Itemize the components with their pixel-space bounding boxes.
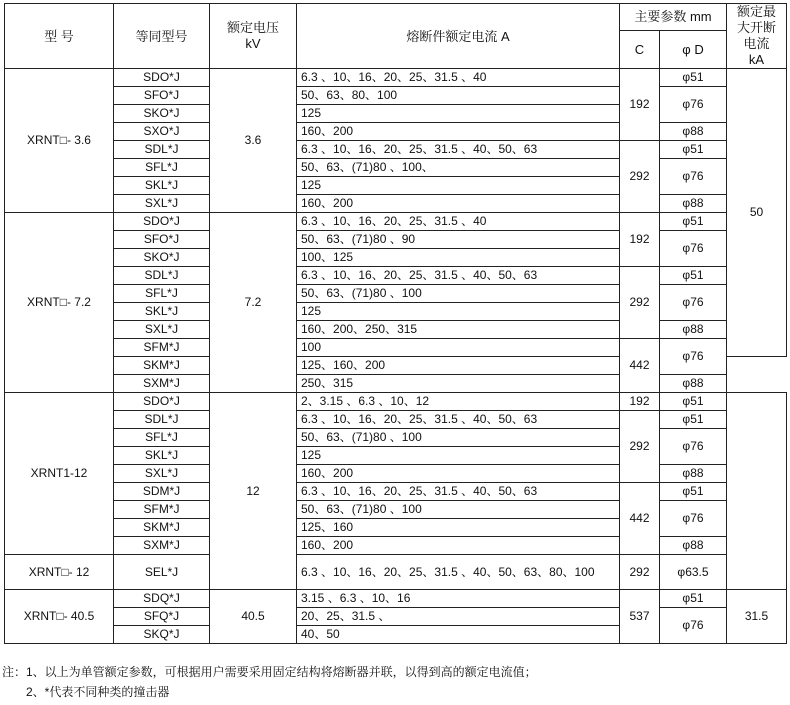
current-cell: 125、160 (297, 519, 620, 537)
header-voltage (210, 4, 297, 69)
footnote-1: 注：1、以上为单管额定参数，可根据用户需要采用固定结构将熔断器并联，以得到高的额定电流值； (2, 665, 537, 679)
param-d-cell: φ51 (660, 483, 727, 501)
current-cell: 125 (297, 177, 620, 195)
fuse-spec-table (4, 3, 787, 644)
header-current: 熔断件额定电流 A (297, 4, 620, 69)
equiv-cell: SKM*J (114, 519, 210, 537)
param-d-cell: φ88 (660, 321, 727, 339)
equiv-cell: SDO*J (114, 393, 210, 411)
header-breaking (727, 4, 787, 69)
current-cell: 100 (297, 339, 620, 357)
equiv-cell: SFM*J (114, 501, 210, 519)
current-cell: 50、63、(71)80 、100 (297, 429, 620, 447)
model-cell: XRNT□- 12 (5, 555, 114, 590)
header-breaking-label: 额定最大开断电流 (736, 4, 776, 51)
equiv-cell: SXL*J (114, 195, 210, 213)
equiv-cell: SXO*J (114, 123, 210, 141)
param-d-cell: φ51 (660, 590, 727, 608)
param-d-cell: φ63.5 (660, 555, 727, 590)
current-cell: 6.3 、10、16、20、25、31.5 、40、50、63、80、100 (297, 555, 620, 590)
current-cell: 160、200、250、315 (297, 321, 620, 339)
header-model: 型 号 (5, 4, 114, 69)
param-d-cell: φ88 (660, 537, 727, 555)
equiv-cell: SXL*J (114, 321, 210, 339)
current-cell: 40、50 (297, 626, 620, 644)
param-d-cell: φ88 (660, 375, 727, 393)
param-c-cell: 192 (620, 213, 660, 267)
equiv-cell: SKO*J (114, 249, 210, 267)
current-cell: 160、200 (297, 537, 620, 555)
current-cell: 250、315 (297, 375, 620, 393)
voltage-cell: 40.5 (210, 590, 297, 644)
equiv-cell: SXM*J (114, 537, 210, 555)
header-breaking-unit: kA (748, 52, 765, 67)
model-cell: XRNT□- 40.5 (5, 590, 114, 644)
param-d-cell: φ76 (660, 608, 727, 644)
param-d-cell: φ88 (660, 123, 727, 141)
param-d-cell: φ76 (660, 159, 727, 195)
current-cell: 50、63、(71)80 、100 (297, 501, 620, 519)
param-c-cell: 537 (620, 590, 660, 644)
param-d-cell: φ76 (660, 285, 727, 321)
current-cell: 50、63、(71)80 、100 (297, 285, 620, 303)
breaking-cell-empty (727, 393, 787, 590)
breaking-cell: 50 (727, 69, 787, 357)
header-voltage-unit: kV (245, 36, 261, 51)
footnotes (2, 662, 537, 702)
equiv-cell: SKM*J (114, 357, 210, 375)
current-cell: 6.3 、10、16、20、25、31.5 、40 (297, 69, 620, 87)
equiv-cell: SFO*J (114, 87, 210, 105)
current-cell: 6.3 、10、16、20、25、31.5 、40、50、63 (297, 267, 620, 285)
breaking-cell: 31.5 (727, 590, 787, 644)
param-c-cell: 292 (620, 411, 660, 483)
current-cell: 160、200 (297, 123, 620, 141)
header-param-c: C (620, 31, 660, 69)
current-cell: 100、125 (297, 249, 620, 267)
current-cell: 50、63、80、100 (297, 87, 620, 105)
equiv-cell: SKL*J (114, 303, 210, 321)
equiv-cell: SKL*J (114, 177, 210, 195)
current-cell: 6.3 、10、16、20、25、31.5 、40、50、63 (297, 411, 620, 429)
voltage-cell: 3.6 (210, 69, 297, 213)
param-c-cell: 292 (620, 141, 660, 213)
current-cell: 125 (297, 447, 620, 465)
model-cell: XRNT1-12 (5, 393, 114, 555)
current-cell: 20、25、31.5 、 (297, 608, 620, 626)
param-d-cell: φ51 (660, 213, 727, 231)
equiv-cell: SDM*J (114, 483, 210, 501)
model-cell: XRNT□- 3.6 (5, 69, 114, 213)
equiv-cell: SKO*J (114, 105, 210, 123)
param-c-cell: 442 (620, 339, 660, 393)
current-cell: 125、160、200 (297, 357, 620, 375)
header-equiv: 等同型号 (114, 4, 210, 69)
param-d-cell: φ76 (660, 87, 727, 123)
equiv-cell: SKQ*J (114, 626, 210, 644)
current-cell: 6.3 、10、16、20、25、31.5 、40、50、63 (297, 483, 620, 501)
voltage-cell: 12 (210, 393, 297, 590)
param-d-cell: φ76 (660, 501, 727, 537)
equiv-cell: SDO*J (114, 213, 210, 231)
current-cell: 125 (297, 303, 620, 321)
equiv-cell: SXM*J (114, 375, 210, 393)
param-d-cell: φ76 (660, 429, 727, 465)
equiv-cell: SKL*J (114, 447, 210, 465)
voltage-cell: 7.2 (210, 213, 297, 393)
current-cell: 160、200 (297, 465, 620, 483)
param-d-cell: φ51 (660, 69, 727, 87)
param-d-cell: φ88 (660, 465, 727, 483)
param-c-cell: 192 (620, 393, 660, 411)
header-voltage-label: 额定电压 (226, 20, 279, 35)
param-c-cell: 442 (620, 483, 660, 555)
current-cell: 50、63、(71)80 、100、 (297, 159, 620, 177)
equiv-cell: SFM*J (114, 339, 210, 357)
equiv-cell: SFL*J (114, 429, 210, 447)
equiv-cell: SFL*J (114, 159, 210, 177)
equiv-cell: SDQ*J (114, 590, 210, 608)
equiv-cell: SDO*J (114, 69, 210, 87)
param-d-cell: φ76 (660, 339, 727, 375)
current-cell: 160、200 (297, 195, 620, 213)
current-cell: 6.3 、10、16、20、25、31.5 、40 (297, 213, 620, 231)
equiv-cell: SFQ*J (114, 608, 210, 626)
param-d-cell: φ51 (660, 141, 727, 159)
current-cell: 125 (297, 105, 620, 123)
param-d-cell: φ51 (660, 393, 727, 411)
param-d-cell: φ88 (660, 195, 727, 213)
param-d-cell: φ51 (660, 267, 727, 285)
equiv-cell: SXL*J (114, 465, 210, 483)
equiv-cell: SDL*J (114, 267, 210, 285)
param-d-cell: φ76 (660, 231, 727, 267)
param-c-cell: 192 (620, 69, 660, 141)
current-cell: 6.3 、10、16、20、25、31.5 、40、50、63 (297, 141, 620, 159)
model-cell: XRNT□- 7.2 (5, 213, 114, 393)
equiv-cell: SDL*J (114, 411, 210, 429)
param-c-cell: 292 (620, 555, 660, 590)
param-d-cell: φ51 (660, 411, 727, 429)
header-main-params: 主要参数 mm (620, 4, 727, 31)
equiv-cell: SEL*J (114, 555, 210, 590)
current-cell: 50、63、(71)80 、90 (297, 231, 620, 249)
header-param-d: φ D (660, 31, 727, 69)
equiv-cell: SFO*J (114, 231, 210, 249)
current-cell: 3.15 、6.3 、10、16 (297, 590, 620, 608)
current-cell: 2、3.15 、6.3 、10、12 (297, 393, 620, 411)
equiv-cell: SDL*J (114, 141, 210, 159)
param-c-cell: 292 (620, 267, 660, 339)
equiv-cell: SFL*J (114, 285, 210, 303)
footnote-2: 2、*代表不同种类的撞击器 (26, 685, 170, 699)
